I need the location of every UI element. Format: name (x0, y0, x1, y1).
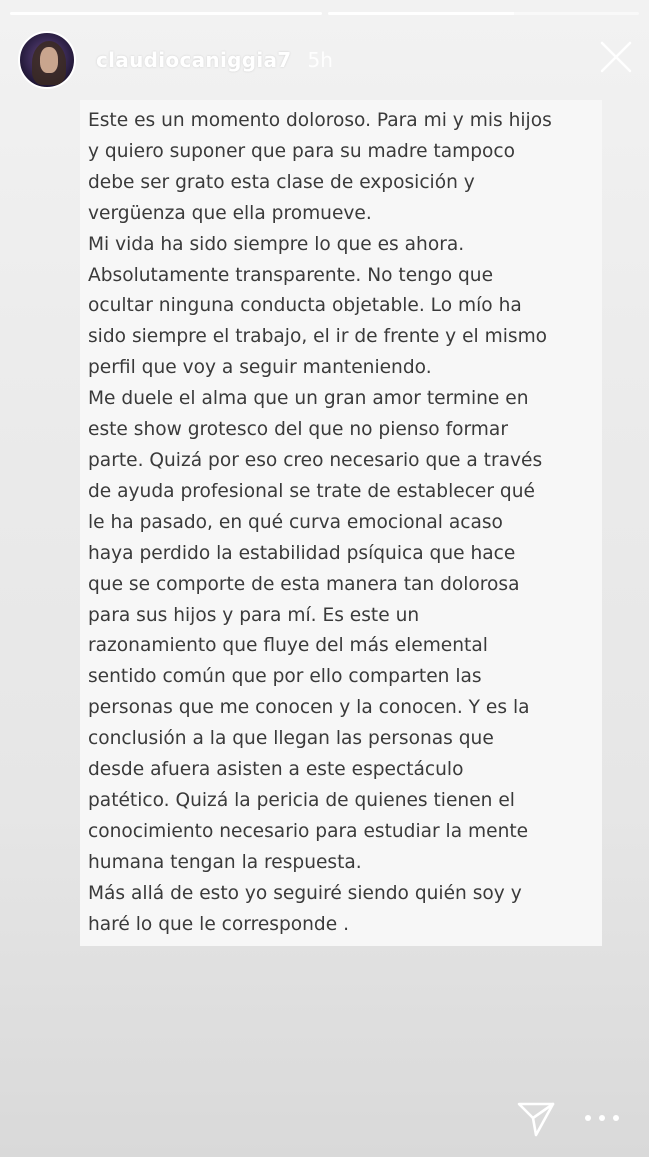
story-line: patético. Quizá la pericia de quienes tienen el (88, 789, 515, 811)
story-line: conocimiento necesario para estudiar la mente (88, 820, 529, 842)
story-line: conclusión a la que llegan las personas que (88, 728, 494, 750)
story-line: personas que me conocen y la conocen. Y es la (88, 697, 530, 719)
more-options-button[interactable] (585, 1108, 619, 1128)
story-line: para sus hijos y para mí. Es este un (88, 604, 420, 626)
story-line: desde afuera asisten a este espectáculo (88, 759, 464, 781)
story-line: vergüenza que ella promueve. (88, 202, 372, 224)
story-line: Absolutamente transparente. No tengo que (88, 264, 494, 286)
story-line: este show grotesco del que no pienso formar (88, 419, 508, 441)
story-line: Mi vida ha sido siempre lo que es ahora. (88, 233, 465, 255)
story-line: que se comporte de esta manera tan dolorosa (88, 573, 520, 595)
story-line: haya perdido la estabilidad psíquica que hace (88, 542, 516, 564)
story-line: Este es un momento doloroso. Para mi y mis hijos (88, 110, 552, 131)
post-time: 5h (307, 48, 333, 72)
story-text-card (80, 100, 602, 946)
story-line: Me duele el alma que un gran amor termine en (88, 388, 529, 410)
story-line: le ha pasado, en qué curva emocional acaso (88, 511, 503, 533)
story-line: parte. Quizá por eso creo necesario que a través (88, 449, 543, 471)
close-button[interactable] (599, 40, 633, 74)
profile-avatar[interactable] (18, 31, 76, 89)
story-line: debe ser grato esta clase de exposición y (88, 171, 475, 193)
story-line: perfil que voy a seguir manteniendo. (88, 357, 432, 379)
story-line: y quiero suponer que para su madre tampoco (88, 140, 515, 162)
story-progress-bar (10, 12, 639, 15)
progress-segment-1 (10, 12, 322, 15)
send-direct-icon (516, 1098, 556, 1138)
username[interactable]: claudiocaniggia7 (96, 48, 292, 72)
story-line: humana tengan la respuesta. (88, 851, 362, 873)
story-line: razonamiento que fluye del más elemental (88, 635, 488, 657)
story-line: de ayuda profesional se trate de establecer qué (88, 480, 535, 502)
story-line: ocultar ninguna conducta objetable. Lo mío ha (88, 295, 522, 317)
story-header (18, 30, 637, 90)
story-line: sentido común que por ello comparten las (88, 666, 482, 688)
story-line: haré lo que le corresponde . (88, 913, 349, 935)
send-message-button[interactable] (516, 1098, 556, 1138)
story-line: Más allá de esto yo seguiré siendo quién soy y (88, 882, 522, 904)
progress-segment-2 (328, 12, 640, 15)
story-line: sido siempre el trabajo, el ir de frente y el mismo (88, 326, 548, 348)
more-options-icon (585, 1115, 591, 1121)
close-icon (599, 40, 633, 74)
